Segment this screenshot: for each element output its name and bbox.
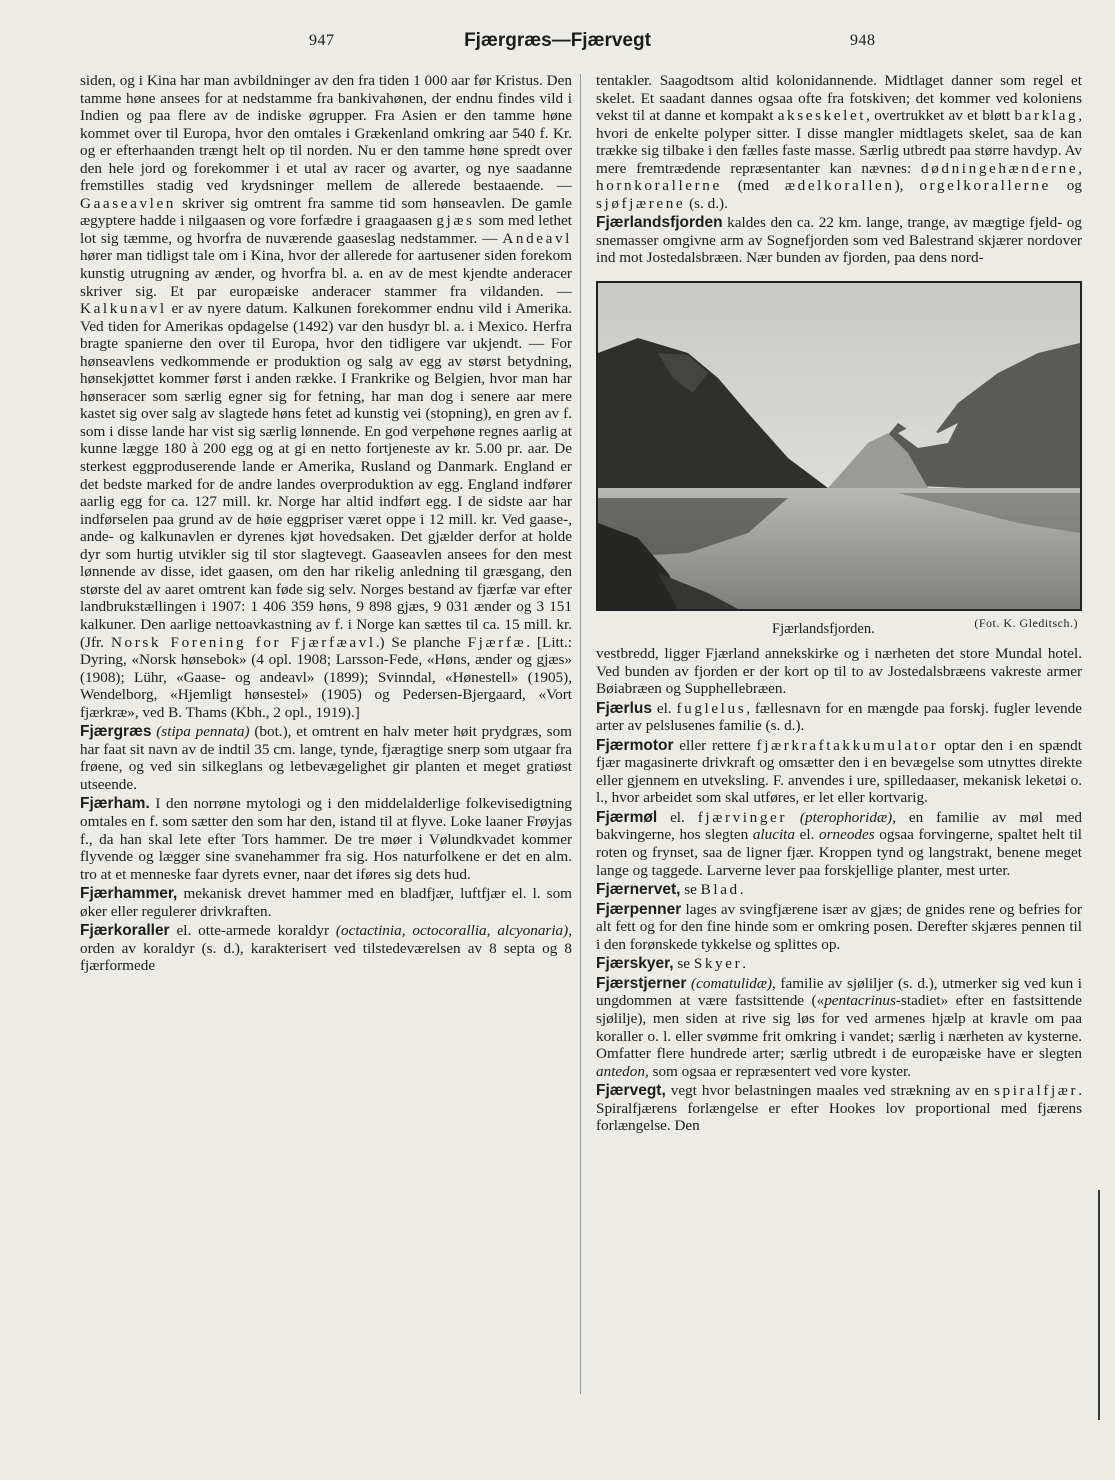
entry-text: , familie av sjøliljer (s. d.), utmerker sig ved kun i ungdommen at være fastsittende (« [596,974,1082,1010]
text-run: .) Se planche [375,633,468,651]
entry-text: el. [657,808,698,826]
entry-text: . [739,881,744,899]
latin-name: (stipa pennata) [156,723,250,741]
entry-text: , orden av koraldyr (s. d.), karakterisert ved tilstedeværelsen av 8 septa og 8 fjærformede [80,922,572,975]
headword: Fjærpenner [596,900,682,918]
spaced-term: orgelkorallerne [919,177,1051,195]
figure-fjord-photo [596,281,1082,639]
text-run: skriver sig omtrent fra samme tid som hønseavlen. De gamle ægyptere hadde i nilgaasen og vore forfædre i graagaasen [80,194,572,230]
fjord-landscape-image [598,283,1080,609]
entry-fjaerstjerner [596,975,1082,1080]
page-number-left: 947 [309,32,335,49]
text-run: ), [894,177,920,195]
entry-fjaerham [80,795,572,883]
headword: Fjærmøl [596,808,658,826]
headword: Fjærgræs [80,723,152,741]
spaced-term: barklag [1014,107,1079,125]
spaced-term: akseskelet [777,107,867,125]
entry-fjaerkoraller [80,922,572,975]
spaced-term: Gaaseavlen [80,194,176,212]
latin-name: alucita [752,826,795,844]
spaced-term: Kalkunavl [80,300,167,318]
entry-fjaerlandsfjorden-continuation: vestbredd, ligger Fjærland annekskirke og i nærheten det store Mundal hotel. Ved bunden av fjorden er der kort op til to av Jostedalsbræens vakreste armer Bøiabræen og Supphellebræen. [596,645,1082,698]
latin-name: (octactinia, octocorallia, alcyonaria) [335,922,569,940]
page-header [0,30,1115,56]
entry-text: , en familie av møl med bakvingerne, hos slegten [596,808,1083,844]
text-run: , overtrukket av et bløtt [866,107,1015,125]
spaced-term: fjærvinger [697,808,788,826]
spaced-term: fjærkraftakkumulator [756,736,939,754]
text-run: (med [721,177,785,195]
headword: Fjærvegt, [596,1082,666,1100]
text-run: hører man tidligst tale om i Kina, hvor der allerede for aartusener siden forekom kunstig utrugning av ænder, og hvorfra bl. a. en av de mest kjendte anderacer skriver sig. Et par europæiske anderacer stammer fra vildanden. — [80,247,572,300]
entry-text: el. [651,699,677,717]
fjord-photograph [596,281,1082,611]
entry-text: . Spiralfjærens forlængelse er efter Hookes lov proportional med fjærens forlængelse. Den [596,1082,1082,1135]
entry-fjaervegt [596,1082,1082,1135]
entry-text: se [680,881,701,899]
spaced-term: gjæs [436,212,475,230]
entry-text: -stadiet» efter en fastsittende sjølilje), men siden at rive sig løs for ved armenes hjælp at kravle om paa koraller o. l. eller svømme frit omkring i vandet; særlig i nærheten av kysterne. Omfatter flere hundrede arter; særlig utbredt i de europæiske have er slegten [596,992,1082,1063]
headword: Fjærnervet, [596,881,681,899]
page-number-right: 948 [850,32,876,49]
text-run: tentakler. Saagodtsom altid kolonidannende. Midtlaget danner som regel et skelet. Et saadant dannes ogsaa ofte fra fotskiven; det kommer ved koloniens vekst til at danne et kompakt [596,72,1082,125]
spaced-term: Andeavl [502,229,572,247]
entry-text: el. otte-armede koraldyr [169,922,336,940]
entry-fjaermol [596,809,1082,879]
entry-fjaerlandsfjorden [596,214,1082,267]
spaced-term: sjøfjærene [596,194,686,212]
entry-text: mekanisk drevet hammer med en bladfjær, luftfjær el. l. som øker eller regulerer drivkraften. [80,885,572,920]
entry-text: (bot.), et omtrent en halv meter høit prydgræs, som har faat sit navn av de indtil 35 cm. lange, tynde, fjæragtige snerp som utgaar fra frøene, og ved sin silkeglans og letbevægelighet gir planten et meget gratiøst utseende. [80,723,572,793]
headword: Fjærlandsfjorden [596,214,723,232]
spaced-term: hornkorallerne [596,177,722,195]
entry-fjaerkoraller-continuation [596,72,1082,212]
entry-fjaerpenner [596,901,1082,954]
text-run: , [1078,159,1082,177]
entry-text: el. [795,826,819,844]
headword: Fjærmotor [596,736,674,754]
spaced-term: spiralfjær [993,1082,1079,1100]
entry-text: I den norrøne mytologi og i den middelalderlige folkevisedigtning omtales en f. som sætter den som har den, istand til at flyve. Loke laaner Frøyjas f., da han skal lete efter Tors hammer. De tre møer i Vølundkvadet kommer flyvende og lægger sine svanehammer fra sig. Hos naturfolkene er det en alm. tro at et menneske faar dyrets evner, naar det iføres sig dets hud. [80,795,572,883]
spaced-term: ædelkorallen [784,177,895,195]
entry-text: se [673,955,694,973]
entry-fjaerhammer [80,885,572,920]
text-run: . [Litt.: Dyring, «Norsk hønsebok» (4 opl. 1908; Larsson-Fede, «Høns, ænder og gjæs» (1908); Lühr, «Gaase- og andeavl» (1899); Svinndal, «Hønestell» (1905), Wendelborg, «Hjemligt hønsestel» (1905) og Pedersen-Bjergaard, «Vort fjærkræ», ved B. Thams (Kbh., 2 opl., 1919).] [80,633,572,721]
entry-fjaerskyer [596,955,1082,973]
headword: Fjærhammer, [80,885,178,903]
entry-fjaermotor [596,737,1082,807]
running-title: Fjærgræs—Fjærvegt [464,30,651,51]
entry-text: ogsaa forvingerne, spaltet helt til roten og frynset, saa de ligner fjær. Kroppen tynd og langstrakt, benene meget lange og taggede. Larverne lever paa forskjellige planter, mest urter. [596,826,1083,879]
spaced-term: dødningehænderne [921,159,1079,177]
entry-text: lages av svingfjærene især av gjæs; de gnides rene og befries for alt fett og for den fine hinde som er omkring posen. Derefter skjæres pennen til i den forønskede tykkelse og splittes op. [596,900,1082,953]
latin-name: antedon [596,1062,645,1080]
text-run: er av nyere datum. Kalkunen forekommer endnu vild i Amerika. Ved tiden for Amerikas opdagelse (1492) var den husdyr bl. a. i Mexico. Herfra bragte spanierne den over til Europa, hvor den tidligere var ukjendt. — For hønseavlens vedkommende er produktion og salg av egg av størst betydning, hønsekjøttet kommer først i anden række. I Frankrike og Belgien, hvor man har hønseracer som særlig egner sig for fetning, har man dog i senere aar mere kastet sig over salg av slagtede høns fetet ad kunstig vei (stopning), en gren av f. som i disse lande har vist sig særlig lønnende. En god verpehøne regnes aarlig at kunne lægge 180 à 200 egg og at gi en netto fortjeneste av kr. 5.00 pr. aar. De sterkest eggproduserende lande er Amerika, Rusland og Danmark. England er det bedste marked for de andre landes overproduktion av egg. England indfører aarlig egg for ca. 127 mill. kr. Norge har altid indført egg. I de sidste aar har indførselen paa grund av de høie eggpriser været oppe i 12 mill. kr. Ved gaase-, ande- og kalkunavlen er dyrenes kjøt hovedsaken. Det gjælder derfor at holde dyr som hurtig utvikler sig til stor slagtevegt. Gaaseavlen ansees for den mest lønnende av disse, idet gaasen, om den har rikelig anledning til græsgang, den største del av aaret omtrent kan føde sig selv. Norges bestand av fjærfæ var efter landbrukstællingen i 1907: 1 406 359 høns, 9 898 gjæs, 9 031 ænder og 3 151 kalkuner. Den aarlige nettoavkastning av f. i Norge kan sættes til ca. 15 mill. kr. (Jfr. [80,300,572,651]
headword: Fjærkoraller [80,922,170,940]
figure-caption: Fjærlandsfjorden. [772,621,875,638]
headword: Fjærham. [80,795,150,813]
text-run: , hvori de enkelte polyper sitter. I disse mangler midtlagets skelet, saa de kan trække sig tilbake i den fælles faste masse. Særlig utbredt paa større havdyp. Av mere fremtrædende repræsentanter kan nævnes: [596,107,1082,177]
text-run: (s. d.). [685,194,728,212]
cross-reference: Fjærfæ [467,633,527,651]
entry-text: . [742,955,747,973]
figure-caption-line [596,615,1082,639]
right-column [596,72,1082,1135]
entry-fjaernervet [596,881,1082,899]
cross-reference: Blad [700,881,740,899]
headword: Fjærstjerner [596,974,687,992]
entry-text: vegt hvor belastningen maales ved strækning av en [665,1082,994,1100]
cross-reference: Skyer [693,955,743,973]
entry-text: , som ogsaa er repræsentert ved vore kyster. [644,1062,912,1080]
entry-text: kaldes den ca. 22 km. lange, trange, av mægtige fjeld- og snemasser omgivne arm av Sognefjorden som ved Balestrand skjærer nordover ind mot Jostedalsbræen. Nær bunden av fjorden, paa dens nord- [596,214,1082,267]
text-run: siden, og i Kina har man avbildninger av den fra tiden 1 000 aar før Kristus. Den tamme høne ansees for at nedstamme fra bankivahønen, der endnu findes vild i Indien og paa flere av de indiske øgrupper. Fra Asien er den tamme høne kommet over til Europa, hvor den omtales i Grækenland omkring aar 540 f. Kr. og er efterhaanden trængt helt op til norden. Nu er den tamme høne spredt over den hele jord og forekommer i et utal av racer og avarter, og nye saadanne fremstilles stadig ved krydsninger mellem de allerede bestaaende. — [80,72,572,195]
text-run: som med lethet lot sig tæmme, og hvorfra de nuværende gaaseslag nedstammer. — [80,212,572,247]
photo-credit: (Fot. K. Gleditsch.) [974,616,1078,631]
column-divider [580,74,581,1394]
entry-fjaerlus [596,700,1082,735]
entry-fjaergraes [80,723,572,793]
latin-name: (pterophoridæ) [787,808,893,826]
headword: Fjærlus [596,699,652,717]
left-column [80,72,572,975]
text-run: og [1050,177,1082,195]
entry-fjaerfae-continuation [80,72,572,721]
entry-text: , fællesnavn for en mængde paa forskj. fugler levende arter av pelslusenes familie (s. d.). [596,699,1082,735]
entry-text: optar den i en spændt fjær magasinerte drivkraft og omsætter den i en bevægelse som utnyttes direkte eller gjennem en utveksling. F. anvendes i ure, spilledaaser, mekanisk leketøi o. l., hvor arbeidet som skal utføres, er let eller kortvarig. [596,736,1082,807]
headword: Fjærskyer, [596,955,674,973]
cross-reference: Norsk Forening for Fjærfæavl [110,633,376,651]
entry-text: eller rettere [673,736,757,754]
latin-name: orneodes [818,826,875,844]
latin-name: pentacrinus [824,992,896,1010]
page-edge-shadow [1098,1190,1100,1420]
spaced-term: fuglelus [676,699,747,717]
latin-name: (comatulidæ) [686,974,773,992]
